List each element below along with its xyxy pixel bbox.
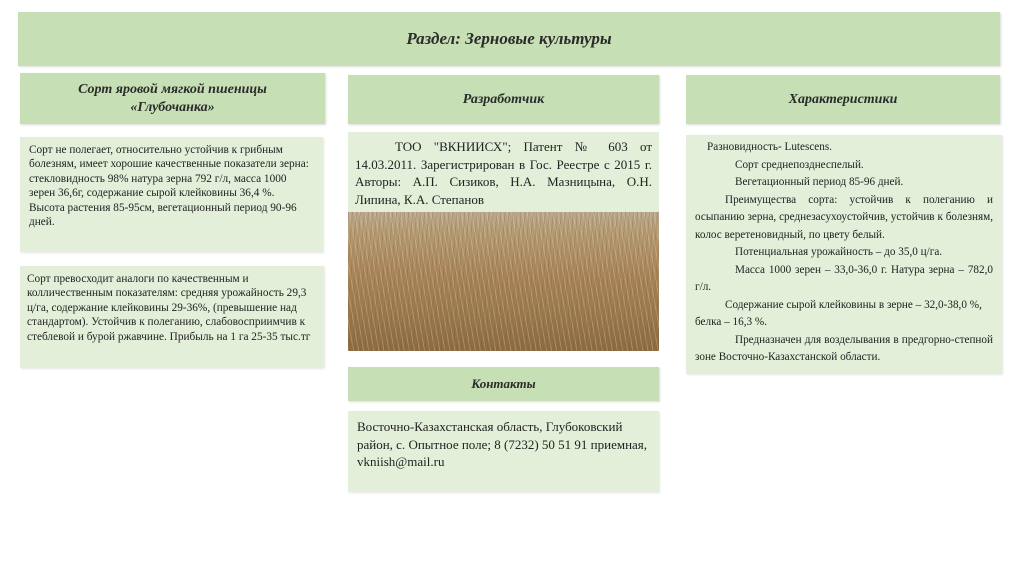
variety-description-1: [20, 137, 323, 252]
contacts-header: [348, 367, 659, 401]
char-ripeness: Сорт среднепозднеспелый.: [735, 158, 864, 171]
char-yield: Потенциальная урожайность – до 35,0 ц/га.: [735, 246, 943, 258]
variety-header: [20, 73, 325, 124]
char-mass: Масса 1000 зерен – 33,0-36,0 г. Натура зерна – 782,0 г/л.: [695, 263, 993, 293]
section-title: Раздел: Зерновые культуры: [406, 29, 612, 48]
contacts-body: [348, 411, 659, 492]
char-gluten: Содержание сырой клейковины в зерне – 32,0-38,0 %,: [725, 298, 982, 311]
developer-text: [348, 132, 659, 212]
char-period: Вегетационный период 85-96 дней.: [735, 176, 904, 188]
variety-title-line1: Сорт яровой мягкой пшеницы: [78, 81, 267, 97]
variety-desc1: Сорт не полегает, относительно устойчив к грибным болезням, имеет хорошие качественные показатели зерна: стекловидность 98% натура зерна 792 г/л, масса 1000 зерен 36,6г, содержание сырой клейковины 36,4 %.: [29, 144, 309, 200]
variety-desc1b: Высота растения 85-95см, вегетационный период 90-96 дней.: [29, 201, 297, 229]
char-purpose: Предназначен для возделывания в предгорно-степной зоне Восточно-Казахстанской области.: [695, 333, 993, 363]
char-variety: Разновидность- Lutescens.: [707, 141, 833, 153]
characteristics-body: [686, 135, 1002, 374]
section-header: [18, 12, 1000, 66]
char-protein: белка – 16,3 %.: [695, 316, 768, 328]
developer-header: [348, 75, 659, 124]
contacts-text: Восточно-Казахстанская область, Глубоковский район, с. Опытное поле; 8 (7232) 50 51 91 приемная, vkniish@mail.ru: [357, 419, 648, 469]
characteristics-title: Характеристики: [788, 91, 898, 107]
characteristics-header: [686, 75, 1000, 124]
wheat-field-image: [348, 212, 659, 351]
variety-desc2: Сорт превосходит аналоги по качественным и колличественным показателям: средняя урожайность 29,3 ц/га, содержание клейковины 29-36%, (превышение над стандартом). Устойчив к полеганию, слабовосприимчив к стеблевой и бурой ржавчине. Прибыль на 1 га 25-35 тыс.тг: [27, 273, 311, 343]
developer-title: Разработчик: [462, 91, 545, 107]
variety-title-line2: «Глубочанка»: [130, 99, 215, 115]
char-advantages: Преимущества сорта: устойчив к полеганию и осыпанию зерна, среднезасухоустойчив, устойчив к болезням, колос веретеновидный, по цвету белый.: [695, 193, 993, 241]
variety-description-2: [20, 266, 324, 368]
contacts-title: Контакты: [471, 376, 536, 391]
developer-text-content: ТОО "ВКНИИСХ"; Патент № 603 от 14.03.2011. Зарегистрирован в Гос. Реестре с 2015 г. Авторы: А.П. Сизиков, Н.А. Мазницына, О.Н. Липина, К.А. Степанов: [355, 139, 652, 207]
